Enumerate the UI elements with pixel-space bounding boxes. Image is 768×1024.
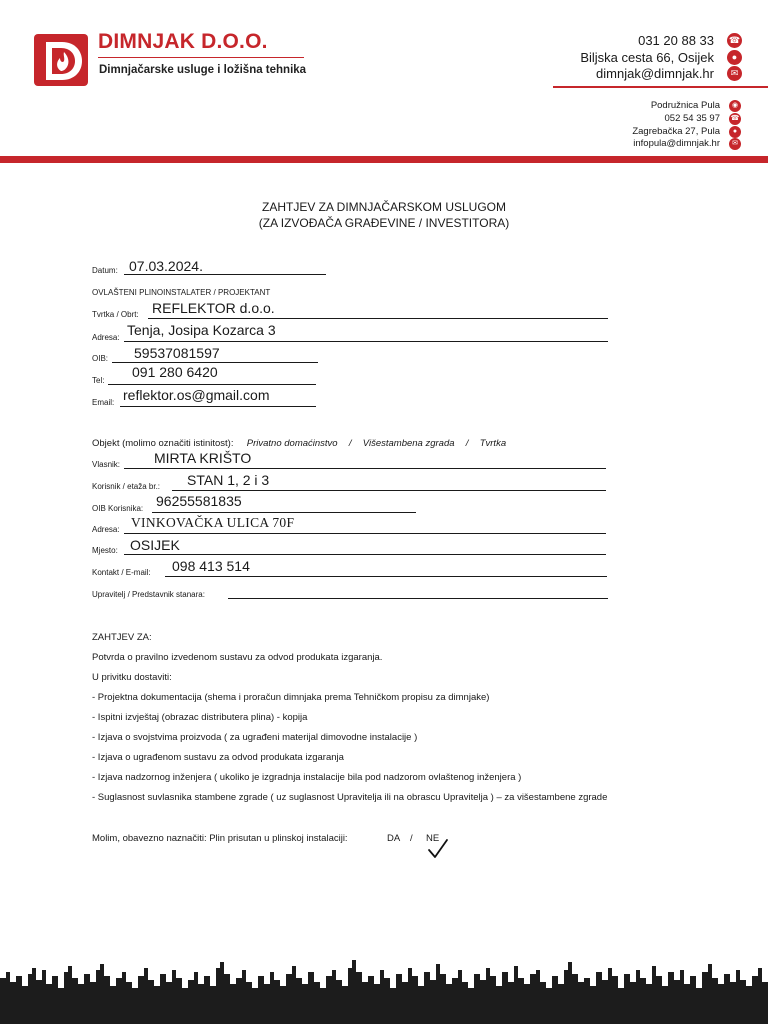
date-line (124, 274, 326, 275)
user-floor-label: Korisnik / etaža br.: (92, 482, 161, 491)
company-name: DIMNJAK D.O.O. (98, 30, 268, 53)
attachments-heading: U privitku dostaviti: (92, 672, 172, 683)
contact-label: Kontakt / E-mail: (92, 568, 151, 577)
tel-line (108, 384, 316, 385)
branch-envelope-icon: ✉ (729, 138, 741, 150)
attachment-item: - Izjava o ugrađenom sustavu za odvod produkata izgaranja (92, 752, 344, 763)
phone-text: 031 20 88 33 (638, 33, 714, 48)
form-title: ZAHTJEV ZA DIMNJAČARSKOM USLUGOM (261, 200, 507, 214)
attachment-item: - Ispitni izvještaj (obrazac distributera plina) - kopija (92, 712, 308, 723)
envelope-icon: ✉ (727, 66, 742, 81)
attachment-item: - Projektna dokumentacija (shema i proračun dimnjaka prema Tehničkom propisu za dimnjake) (92, 692, 490, 703)
manager-line (228, 598, 608, 599)
header-red-bar (0, 156, 768, 163)
city-value[interactable]: OSIJEK (130, 537, 180, 553)
company-tagline: Dimnjačarske usluge i ložišna tehnika (99, 64, 307, 76)
owner-line (124, 468, 606, 469)
object-option-company[interactable]: Tvrtka (479, 438, 507, 449)
manager-label: Upravitelj / Predstavnik stanara: (92, 590, 205, 599)
company-value[interactable]: REFLEKTOR d.o.o. (152, 300, 275, 316)
oib-value[interactable]: 59537081597 (134, 345, 220, 361)
object-address-line (124, 533, 606, 534)
city-line (124, 554, 606, 555)
attachment-item: - Suglasnost suvlasnika stambene zgrade ( uz suglasnost Upravitelja ili na obrascu Upravitelja ) – za višestambene zgrade (92, 792, 608, 803)
owner-label: Vlasnik: (92, 460, 121, 469)
request-line: Potvrda o pravilno izvedenom sustavu za odvod produkata izgaranja. (92, 652, 383, 663)
branch-globe-icon: ◉ (729, 100, 741, 112)
oib-line (112, 362, 318, 363)
installer-section-heading: OVLAŠTENI PLINOINSTALATER / PROJEKTANT (92, 288, 271, 297)
tel-value[interactable]: 091 280 6420 (132, 364, 218, 380)
branch-address: Zagrebačka 27, Pula (632, 126, 720, 137)
branch-phone: 052 54 35 97 (664, 113, 720, 124)
object-option-separator-2: / (465, 438, 469, 449)
brand-underline (98, 57, 304, 58)
email-label: Email: (92, 398, 115, 407)
contact-line (165, 576, 607, 577)
object-type-label: Objekt (molimo označiti istinitost): (92, 438, 234, 449)
attachment-item: - Izjava nadzornog inženjera ( ukoliko je izgradnja instalacije bila pod nadzorom ovlaštenog inženjera ) (92, 772, 522, 783)
email-text[interactable]: dimnjak@dimnjak.hr (596, 66, 714, 81)
date-label: Datum: (92, 266, 118, 275)
user-floor-line (172, 490, 606, 491)
form-subtitle: (ZA IZVOĐAČA GRAĐEVINE / INVESTITORA) (258, 216, 510, 230)
object-option-separator-1: / (348, 438, 352, 449)
phone-icon: ☎ (727, 33, 742, 48)
user-oib-value[interactable]: 96255581835 (156, 493, 242, 509)
request-heading: ZAHTJEV ZA: (92, 632, 152, 643)
email-line (120, 406, 316, 407)
installer-address-value[interactable]: Tenja, Josipa Kozarca 3 (127, 322, 276, 338)
gas-question: Molim, obavezno naznačiti: Plin prisutan u plinskoj instalaciji: (92, 833, 348, 844)
company-logo (34, 34, 88, 86)
branch-location-icon: ● (729, 126, 741, 138)
address-text: Biljska cesta 66, Osijek (580, 50, 714, 65)
checkmark-icon (427, 838, 449, 860)
gas-option-separator: / (410, 833, 413, 844)
object-type-row (92, 438, 506, 449)
branch-name: Podružnica Pula (650, 100, 720, 111)
user-oib-label: OIB Korisnika: (92, 504, 144, 513)
contact-divider (553, 86, 768, 88)
company-line (148, 318, 608, 319)
owner-value[interactable]: MIRTA KRIŠTO (154, 450, 252, 466)
branch-email[interactable]: infopula@dimnjak.hr (633, 138, 720, 149)
branch-phone-icon: ☎ (729, 113, 741, 125)
attachment-item: - Izjava o svojstvima proizvoda ( za ugrađeni materijal dimovodne instalacije ) (92, 732, 418, 743)
object-option-apartment-building[interactable]: Višestambena zgrada (362, 438, 455, 449)
installer-address-line (124, 341, 608, 342)
gas-option-da[interactable]: DA (387, 833, 401, 844)
date-value[interactable]: 07.03.2024. (129, 258, 203, 274)
user-oib-line (152, 512, 416, 513)
oib-label: OIB: (92, 354, 109, 363)
object-option-private-household[interactable]: Privatno domaćinstvo (246, 438, 338, 449)
gas-option-ne[interactable]: NE (426, 833, 440, 844)
location-pin-icon: ● (727, 50, 742, 65)
object-address-value[interactable]: VINKOVAČKA ULICA 70F (131, 515, 295, 530)
company-label: Tvrtka / Obrt: (92, 310, 139, 319)
installer-address-label: Adresa: (92, 333, 120, 342)
email-value[interactable]: reflektor.os@gmail.com (123, 387, 270, 403)
contact-value[interactable]: 098 413 514 (172, 558, 250, 574)
user-floor-value[interactable]: STAN 1, 2 i 3 (187, 472, 270, 488)
city-label: Mjesto: (92, 546, 118, 555)
city-skyline-graphic (0, 958, 768, 1024)
object-address-label: Adresa: (92, 525, 120, 534)
tel-label: Tel: (92, 376, 105, 385)
